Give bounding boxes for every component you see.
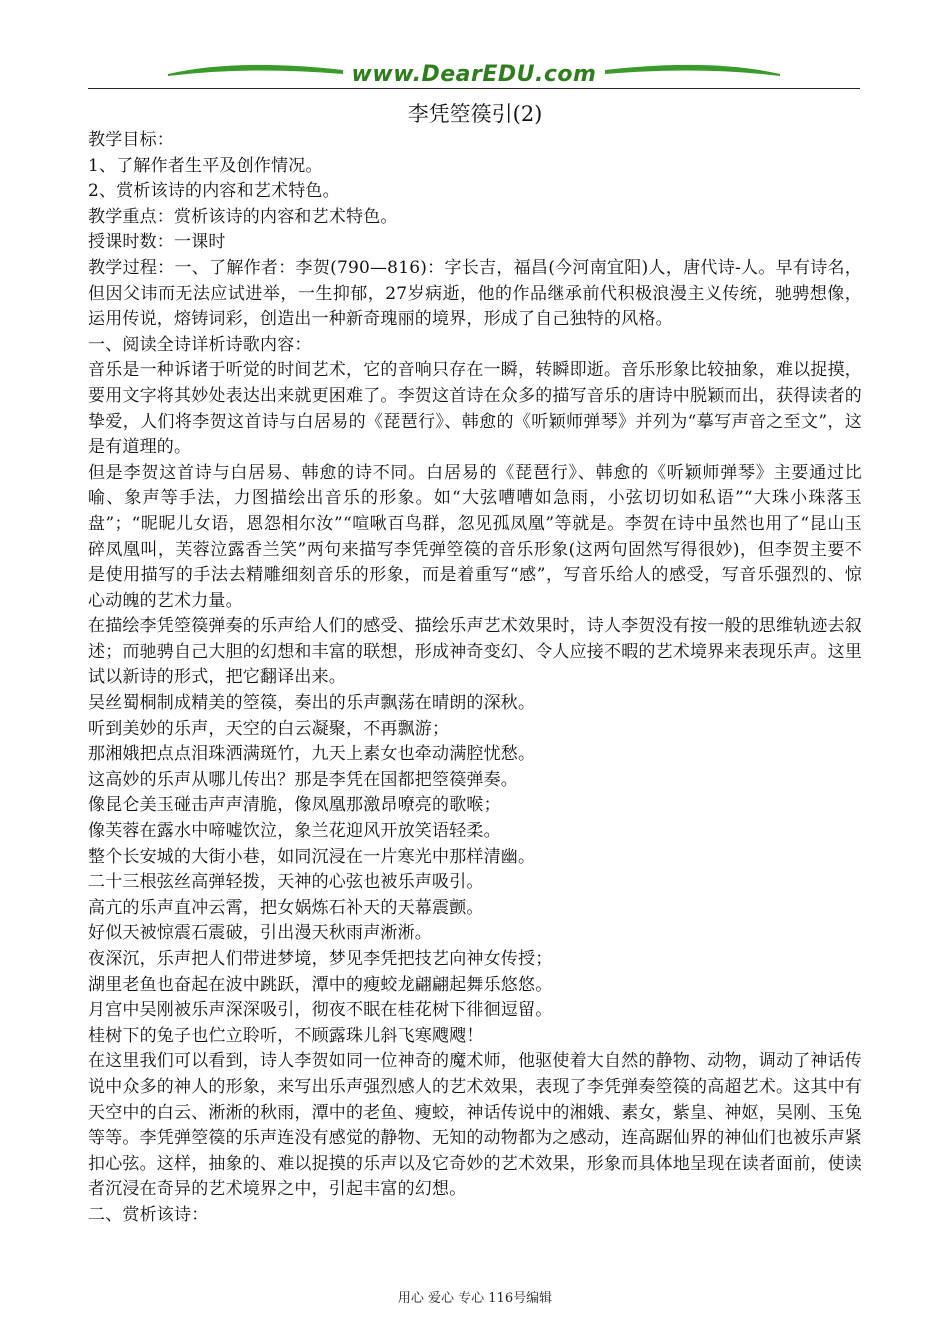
paragraph: 在这里我们可以看到，诗人李贺如同一位神奇的魔术师，他驱使着大自然的静物、动物，调动了神话传说中众多的神人的形象，来写出乐声强烈感人的艺术效果，表现了李凭弹奏箜篌的高超艺术。这其中有天空中的白云、淅淅的秋雨，潭中的老鱼、瘦蛟，神话传说中的湘娥、素女，紫皇、神妪，吴刚、玉兔等等。李凭弹箜篌的乐声连没有感觉的静物、无知的动物都为之感动，连高踞仙界的神仙们也被乐声紧扣心弦。这样，抽象的、难以捉摸的乐声以及它奇妙的艺术效果，形象而具体地呈现在读者面前，使读者沉浸在奇异的艺术境界之中，引起丰富的幻想。: [88, 1051, 862, 1200]
poem-line: 整个长安城的大街小巷，如同沉浸在一片寒光中那样清幽。: [88, 846, 536, 867]
paragraph: 音乐是一种诉诸于听觉的时间艺术，它的音响只存在一瞬，转瞬即逝。音乐形象比较抽象，难以捉摸，要用文字将其妙处表达出来就更困难了。李贺这首诗在众多的描写音乐的唐诗中脱颖而出，获得读者的挚爱，人们将李贺这首诗与白居易的《琵琶行》、韩愈的《听颖师弹琴》并列为“摹写声音之至文”，这是有道理的。: [88, 360, 862, 458]
poem-line: 湖里老鱼也奋起在波中跳跃，潭中的瘦蛟龙翩翩起舞乐悠悠。: [88, 974, 553, 995]
section-heading: 二、赏析该诗：: [88, 1204, 209, 1225]
page-footer: 用心 爱心 专心 116号编辑: [397, 1291, 553, 1306]
poem-line: 桂树下的兔子也伫立聆听，不顾露珠儿斜飞寒飕飕！: [88, 1025, 484, 1046]
poem-line: 像昆仑美玉碰击声声清脆，像凤凰那激昂嘹亮的歌喉；: [88, 795, 501, 816]
poem-line: 好似天被惊震石震破，引出漫天秋雨声淅淅。: [88, 923, 432, 944]
poem-line: 高亢的乐声直冲云霄，把女娲炼石补天的天幕震颤。: [88, 897, 484, 918]
paragraph: 在描绘李凭箜篌弹奏的乐声给人们的感受、描绘乐声艺术效果时，诗人李贺没有按一般的思维轨迹去叙述；而驰骋自己大胆的幻想和丰富的联想，形成神奇变幻、令人应接不暇的艺术境界来表现乐声。这里试以新诗的形式，把它翻译出来。: [88, 616, 862, 688]
poem-line: 二十三根弦丝高弹轻拨，天神的心弦也被乐声吸引。: [88, 872, 484, 893]
paragraph: 教学目标：: [88, 130, 174, 150]
page-title: 李凭箜篌引(2): [407, 102, 543, 126]
poem-line: 这高妙的乐声从哪儿传出？那是李凭在国都把箜篌弹奏。: [88, 769, 518, 790]
site-logo-text[interactable]: www.DearEDU.com: [351, 62, 597, 87]
paragraph: 教学过程：一、了解作者：李贺(790—816)：字长吉，福昌(今河南宜阳)人，唐代诗-人。早有诗名，但因父讳而无法应试进举，一生抑郁，27岁病逝，他的作品继承前代积极浪漫主义传统，驰骋想像，运用传说，熔铸词彩，创造出一种新奇瑰丽的境界，形成了自己独特的风格。: [88, 257, 862, 330]
document-body: [88, 128, 862, 1229]
poem-line: 像芙蓉在露水中啼嘘饮泣，象兰花迎风开放笑语轻柔。: [88, 821, 501, 842]
paragraph: 教学重点：赏析该诗的内容和艺术特色。: [88, 206, 398, 227]
paragraph: 但是李贺这首诗与白居易、韩愈的诗不同。白居易的《琵琶行》、韩愈的《听颖师弹琴》主要通过比喻、象声等手法，力图描绘出音乐的形象。如“大弦嘈嘈如急雨，小弦切切如私语”“大珠小珠落玉盘”；“昵昵儿女语，恩怨相尔汝”“喧啾百鸟群，忽见孤凤凰”等就是。李贺在诗中虽然也用了“昆山玉碎凤凰叫，芙蓉泣露香兰笑”两句来描写李凭弹箜篌的音乐形象(这两句固然写得很妙)，但李贺主要不是使用描写的手法去精雕细刻音乐的形象，而是着重写“感”，写音乐给人的感受，写音乐强烈的、惊心动魄的艺术力量。: [88, 462, 862, 611]
poem-line: 月宫中吴刚被乐声深深吸引，彻夜不眠在桂花树下徘徊逗留。: [88, 1000, 553, 1021]
poem-line: 吴丝蜀桐制成精美的箜篌，奏出的乐声飘荡在晴朗的深秋。: [88, 693, 536, 714]
paragraph: 2、赏析该诗的内容和艺术特色。: [88, 181, 340, 202]
poem-line: 夜深沉，乐声把人们带进梦境，梦见李凭把技艺向神女传授；: [88, 949, 553, 969]
paragraph: 1、了解作者生平及创作情况。: [88, 155, 323, 176]
poem-line: 那湘娥把点点泪珠洒满斑竹，九天上素女也牵动满腔忧愁。: [88, 744, 536, 765]
poem-line: 听到美妙的乐声，天空的白云凝聚，不再飘游；: [88, 718, 450, 739]
paragraph: 授课时数：一课时: [88, 232, 226, 253]
paragraph: 一、阅读全诗详析诗歌内容：: [88, 334, 312, 355]
site-header: [88, 52, 860, 92]
header-divider: [88, 88, 860, 89]
